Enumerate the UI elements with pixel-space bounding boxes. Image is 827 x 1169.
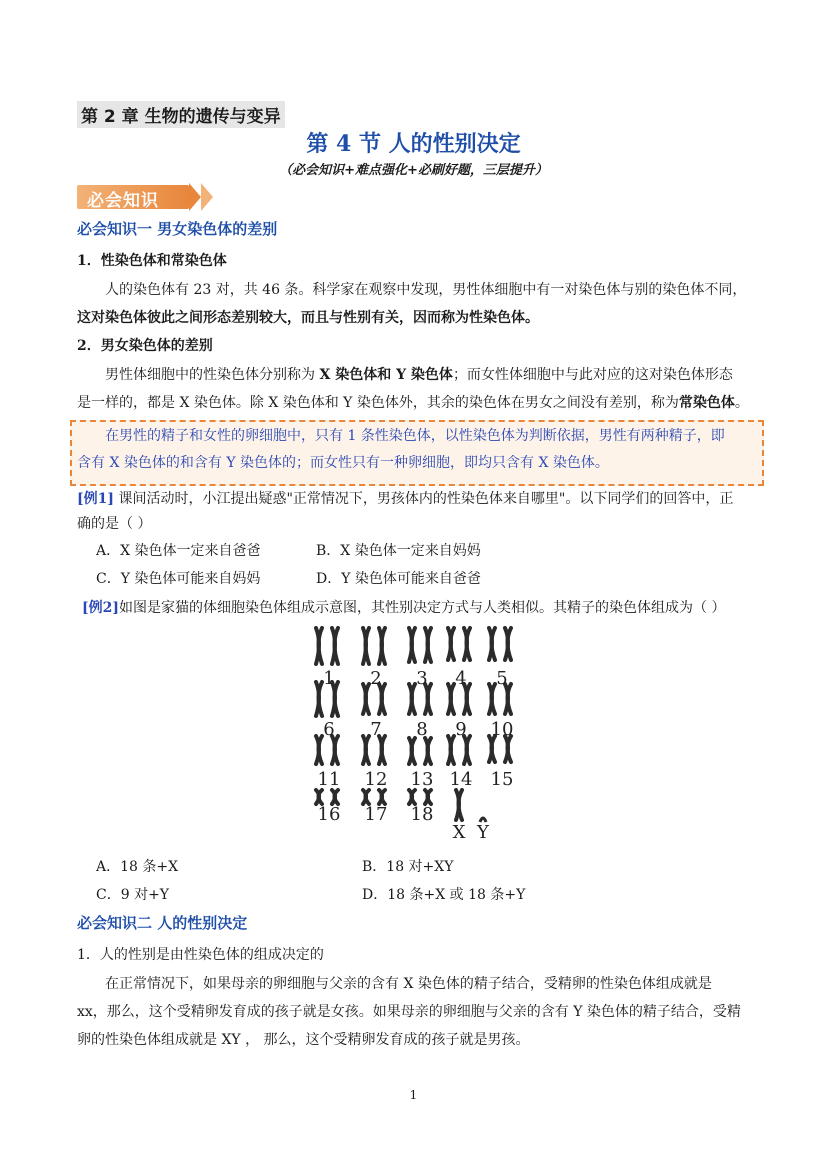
k2-paragraph: 在正常情况下，如果母亲的卵细胞与父亲的含有 X 染色体的精子结合，受精卵的性染色体组成就是 (105, 976, 712, 992)
section-title: 第 4 节 人的性别决定 (306, 131, 521, 157)
chromosome (363, 790, 369, 804)
text-run: 如图是家猫的体细胞染色体组成示意图，其性别决定方式与人类相似。其精子的染色体组成为（ ） (119, 600, 726, 616)
chromosome (448, 684, 454, 714)
k1-item2-title: 2．男女染色体的差别 (77, 338, 213, 354)
section-banner (77, 183, 217, 211)
chromosome (379, 628, 385, 664)
chromosome (464, 628, 470, 660)
example-1-option-a[interactable]: A．X 染色体一定来自爸爸 (96, 543, 261, 559)
knowledge-2-heading: 必会知识二 人的性别决定 (77, 914, 248, 932)
chromosome (332, 736, 338, 764)
chromosome (448, 628, 454, 660)
karyotype-figure (300, 624, 530, 844)
karyotype-label: 2 (370, 668, 382, 689)
text-run: 课间活动时，小江提出疑惑"正常情况下，男孩体内的性染色体来自哪里"。以下同学们的回答中，正 (114, 491, 734, 507)
chromosome-x (456, 790, 462, 820)
k2-paragraph-cont: xx，那么，这个受精卵发育成的孩子就是女孩。如果母亲的卵细胞与父亲的含有 Y 染色体的精子结合，受精 (77, 1004, 741, 1020)
karyotype-label: 9 (455, 719, 467, 740)
chromosome (425, 790, 431, 804)
chromosome (363, 684, 369, 714)
karyotype-label: 18 (410, 804, 434, 825)
chromosome (363, 628, 369, 664)
karyotype-label: 1 (323, 668, 335, 689)
karyotype-label: 17 (364, 804, 388, 825)
chromosome (316, 736, 322, 764)
example-2-option-a[interactable]: A．18 条+X (96, 859, 179, 875)
chromosome (316, 682, 322, 716)
example-1-option-d[interactable]: D．Y 染色体可能来自爸爸 (316, 571, 481, 587)
text-run: 男性体细胞中的性染色体分别称为 (105, 367, 320, 383)
karyotype-label: Y (477, 822, 489, 843)
example-2-option-b[interactable]: B．18 对+XY (362, 859, 454, 875)
karyotype-label: 4 (455, 668, 467, 689)
example-2-option-c[interactable]: C．9 对+Y (96, 887, 170, 903)
chromosome (489, 684, 495, 714)
example-2-option-d[interactable]: D．18 条+X 或 18 条+Y (362, 887, 526, 903)
karyotype-label: 3 (416, 668, 428, 689)
karyotype-label: 13 (410, 769, 434, 790)
example-1-stem-cont: 确的是（ ） (77, 516, 152, 532)
chromosome (316, 628, 322, 664)
k1-item2-paragraph (105, 364, 733, 384)
text-run-bold: 常染色体 (678, 395, 735, 411)
chevron-right-icon (201, 183, 213, 211)
example-1-option-b[interactable]: B．X 染色体一定来自妈妈 (316, 543, 481, 559)
karyotype-label: 11 (317, 769, 341, 790)
chromosome (425, 738, 431, 764)
k1-item1-paragraph-cont: 这对染色体彼此之间形态差别较大，而且与性别有关，因而称为性染色体。 (77, 310, 539, 326)
page-number: 1 (409, 1088, 418, 1102)
karyotype-label: 6 (323, 719, 335, 740)
k1-item1-paragraph: 人的染色体有 23 对，共 46 条。科学家在观察中发现，男性体细胞中有一对染色体与别的染色体不同， (105, 282, 747, 298)
karyotype-label: 8 (416, 719, 428, 740)
chromosome (409, 738, 415, 764)
example-1-stem (77, 488, 733, 508)
chromosome (379, 736, 385, 764)
chromosome (379, 790, 385, 804)
text-run: 。 (734, 395, 749, 411)
k2-item1-title: 1．人的性别是由性染色体的组成决定的 (77, 947, 324, 963)
chromosome (332, 790, 338, 804)
karyotype-label: 14 (449, 769, 473, 790)
chromosome (409, 684, 415, 714)
k2-paragraph-cont: 卵的性染色体组成就是 XY ， 那么，这个受精卵发育成的孩子就是男孩。 (77, 1032, 530, 1048)
chromosome-pairs (316, 628, 511, 822)
chromosome (332, 628, 338, 664)
highlight-box-line1: 在男性的精子和女性的卵细胞中，只有 1 条性染色体，以性染色体为判断依据，男性有两种精子，即 (105, 428, 725, 444)
example-2-tag: [例2] (82, 600, 119, 616)
chromosome (448, 736, 454, 764)
chromosome (489, 628, 495, 660)
karyotype-label: 15 (490, 769, 514, 790)
example-2-stem (82, 597, 725, 617)
karyotype-label: 12 (364, 769, 388, 790)
banner-label: 必会知识 (87, 191, 159, 211)
chromosome (505, 628, 511, 660)
karyotype-label: 7 (370, 719, 382, 740)
example-1-option-c[interactable]: C．Y 染色体可能来自妈妈 (96, 571, 261, 587)
k1-item2-paragraph-cont (77, 392, 749, 412)
subtitle: （必会知识+难点强化+必刷好题，三层提升） (279, 163, 548, 178)
chromosome (409, 628, 415, 662)
chevron-right-icon (189, 183, 201, 211)
karyotype-label: 10 (490, 719, 514, 740)
knowledge-1-heading: 必会知识一 男女染色体的差别 (77, 220, 278, 238)
chapter-title: 第 2 章 生物的遗传与变异 (77, 101, 285, 128)
karyotype-label: 5 (496, 668, 508, 689)
chromosome (316, 790, 322, 804)
karyotype-label: X (452, 822, 466, 843)
chromosome (363, 736, 369, 764)
chromosome (409, 790, 415, 804)
chromosome (425, 628, 431, 662)
k1-item1-title: 1．性染色体和常染色体 (77, 253, 227, 269)
karyotype-label: 16 (317, 804, 341, 825)
text-run: 是一样的，都是 X 染色体。除 X 染色体和 Y 染色体外，其余的染色体在男女之间没有差别，称为 (77, 395, 679, 411)
text-run-bold: X 染色体和 Y 染色体 (319, 367, 453, 383)
chromosome (464, 736, 470, 764)
highlight-box-line2: 含有 X 染色体的和含有 Y 染色体的；而女性只有一种卵细胞，即均只含有 X 染色体。 (77, 455, 609, 471)
example-1-tag: [例1] (77, 491, 114, 507)
text-run: ；而女性体细胞中与此对应的这对染色体形态 (452, 367, 733, 383)
